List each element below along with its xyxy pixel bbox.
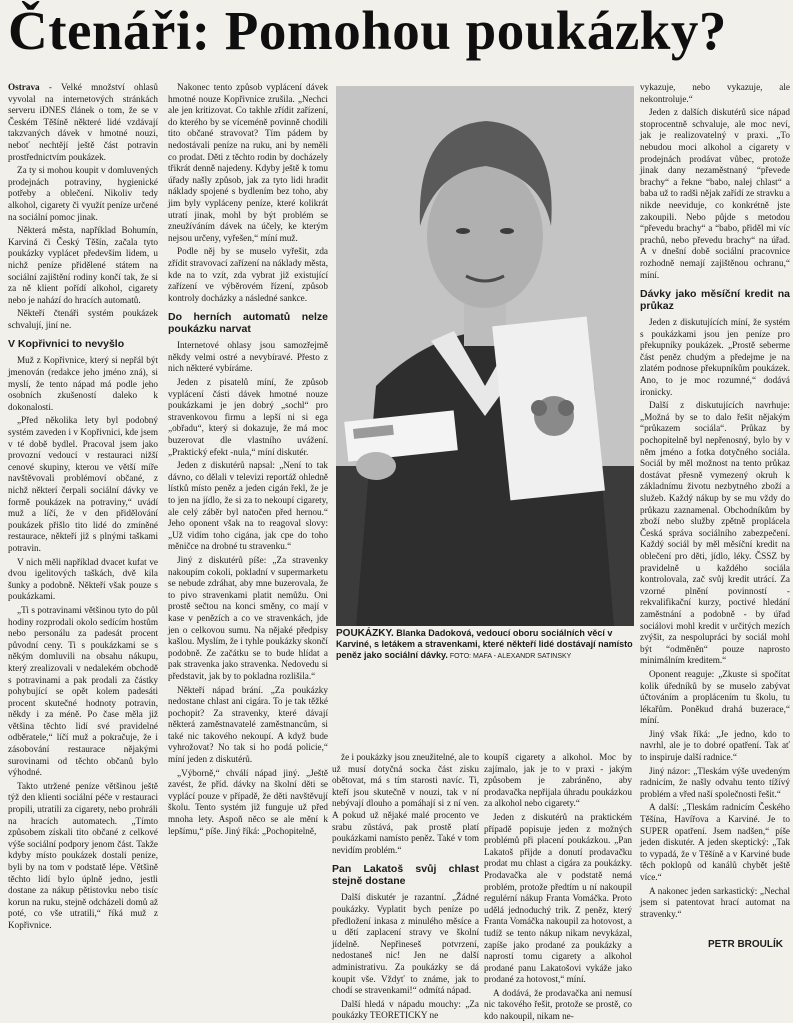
author-byline: PETR BROULÍK — [708, 939, 783, 950]
paragraph: Někteří nápad brání. „Za poukázky nedostane chlast ani cigára. To je tak těžké pochopit? Za stravenky, které dávají některá zaměstnavatelé zaměstnancům, si také nic takového nekoupí. A když bude vyhrožovat? No tak si ho podá policie,“ míní jeden z diskutérů. — [168, 684, 328, 765]
photo-credit: FOTO: MAFA - ALEXANDR SATINSKY — [447, 653, 572, 660]
paragraph: A dodává, že prodavačka ani nemusí nic takového řešit, protože se prostě, co kdo nakoupil, nikam ne- — [484, 987, 632, 1022]
subheading: Pan Lakatoš svůj chlast stejně dostane — [332, 863, 479, 888]
dateline: Ostrava — [8, 82, 40, 92]
column-5 — [640, 82, 790, 954]
paragraph: Internetové ohlasy jsou samozřejmě někdy velmi ostré a nevybíravé. Přesto z nich některé vybíráme. — [168, 340, 328, 374]
caption-lead: POUKÁZKY. — [336, 628, 394, 639]
paragraph: vykazuje, nebo vykazuje, ale nekontroluje.“ — [640, 82, 790, 104]
article-photo — [336, 86, 634, 626]
paragraph: Nakonec tento způsob vyplácení dávek hmotné nouze Kopřivnice zrušila. „Nechci ale jen kritizovat. Co takhle zřídit zařízení, do kterého by se víceméně povinně chodili tito občané stravovat? Tím pádem by nedostávali peníze na ruku, ani by neměli co prodat. Děti z těchto rodin by docházely třikrát denně najedeny. Kdyby ještě k tomu úřady našly způsob, jak za tyto lidi hradit náklady spojené s bydlením bez toho, aby jim byly vypláceny peníze, které kolikrát utratí jinak, mohl by být problém se zneužíváním dávek na účely, ke kterým nejsou určeny, vyřešen,“ míní muž. — [168, 82, 328, 243]
headline: Čtenáři: Pomohou poukázky? — [8, 0, 727, 61]
paragraph: Muž z Kopřivnice, který si nepřál být jmenován (redakce jeho jméno zná), si myslí, že tento nápad má podle jeho osobních zkušeností daleko k dokonalosti. — [8, 355, 158, 412]
paragraph: Jeden z diskutérů napsal: „Není to tak dávno, co dělali v televizi reportáž ohledně lístků místo peněz a jeden cigán řekl, že je to jen na jídlo, že si za to nekoupí cigarety, ale celý záběr byl natočen před hernou.“ Jeho oponent však na to reagoval slovy: „Už vidím toho cigána, jak cpe do toho měničce na drobné tu stravenku.“ — [168, 460, 328, 552]
photo-illustration — [336, 86, 634, 626]
paragraph: Některá města, například Bohumín, Karviná či Český Těšín, začala tyto poukázky vyplácet především lidem, u nichž peníze přidělené státem na sociální zajištění rodiny končí tak, že si za ně klient pořídí alkohol, cigarety nebo je nahází do hracích automatů. — [8, 225, 158, 305]
paragraph: Další z diskutujících navrhuje: „Možná by se to dalo řešit nějakým “průkazem sociála“. Průkaz by pochopitelně byl nepřenosný, bylo by v něm jméno a fotka dotyčného sociála. Sociál by měl možnost na tento průkaz dostávat přesně vymezený okruh k základnímu životu nezbytného zboží a služeb. Každý nákup by se mu vždy do průkazu zaznamenal. Obchodníkům by zboží nebo služby zpětně proplácela Česká správa sociálního zabezpečení. Každý sociál by měl měsíční kredit na oblečení pro děti, jídlo, léky. ČSSZ by pravidelně u každého sociála kontrolovala, zač svůj kredit utrácí. Za vzorné plnění povinností - rekvalifikační kurzy, poctivé hledání zaměstnání a podobně - by úřad sociálovi mohl kredit v určitých mezích zvýšit, za nespolupráci by sociál mohl být “odměněn“ pouze naprosto minimálním kreditem.“ — [640, 400, 790, 666]
paragraph: A nakonec jeden sarkastický: „Nechal jsem si patentovat hrací automat na stravenky.“ — [640, 885, 790, 919]
paragraph: „Před několika lety byl podobný systém zaveden i v Kopřivnici, kde jsem v té době bydlel. Pracoval jsem jako provozní vedoucí v restauraci nižší cenové skupiny, kterou ve větší míře navštěvovali problémoví občané, z nichž některí čerpali sociální dávky ve formě poukázek na potraviny,“ uvádí muž a líčí, že v den přidělování poukázek přišlo tito lidé do zmíněné restaurace, někteří již s plnými taškami potravin. — [8, 415, 158, 553]
paragraph: Za ty si mohou koupit v domluvených prodejnách potraviny, hygienické potřeby a oblečení. Nikoliv tedy alkohol, cigarety či využít peníze určené na sociální pomoc jinak. — [8, 165, 158, 222]
paragraph: Další diskutér je razantní. „Žádné poukázky. Vyplatit bych peníze po předložení inkasa z minulého měsíce a u dětí zaplacení stravy ve školní jídelně. Nepřineseš potvrzení, nedostaneš nic! Jen ne další administrativu. Za poukázky se dá koupit vše. Vždyť to známe, jak to chodí se stravenkami!“ odmítá nápad. — [332, 892, 479, 996]
column-3 — [332, 752, 479, 1021]
paragraph: Jeden z pisatelů míní, že způsob vyplácení části dávek hmotné nouze poukázkami je jen dobrý „sochl“ pro stravenkovou firmu a lepší ni si ega „obřadu“, který si dokazuje, že má moc buzerovat dle vlastního uvážení. „Praktický efekt -nula,“ míní diskutér. — [168, 377, 328, 457]
subheading: Do herních automatů nelze poukázku narvat — [168, 311, 328, 336]
paragraph: „Výborně,“ chválí nápad jiný. „Ještě zavést, že příd. dávky na školní děti se vyplácí pouze v případě, že děti navštěvují školu. Tento systém již funguje už před mnoha lety. Aspoň něco se ale mění k lepšímu,“ píše. Jiný říká: „Pochopitelně, — [168, 767, 328, 836]
caption-text: Blanka Dadoková, vedoucí oboru sociálních věcí v Karviné, s letákem a stravenkami, které někteří lidé dostávají namísto peněz jako sociální dávky. — [336, 628, 633, 660]
paragraph: že i poukázky jsou zneužitelné, ale to už musí dotyčná socka část zisku obětovat, má s tím starosti navíc. Ti, kteří jsou skutečně v nouzi, tak v ní nebývají dlouho a pomáhají si z ní ven. A pokud už nějaké malé procento ve srabu zůstává, pak prostě platí poukázkami namísto peněz. Také v tom nevidím problém.“ — [332, 752, 479, 855]
paragraph: V nich měli například dvacet kufat ve dvou igelitových taškách, dvě kila šunky a podobně. Někteří však pouze s poukázkami. — [8, 556, 158, 602]
paragraph: Jiný však říká: „Je jedno, kdo to navrhl, ale je to dobré opatření. Tak ať to inspiruje další radnice.“ — [640, 728, 790, 763]
paragraph: Ostrava - Velké množství ohlasů vyvolal na internetových stránkách serveru iDNES článek o tom, že se v Českém Těšíně některé lidé vzdávají takzvaných dávek v hmotné nouzi, neboť nechtějí ještě část potravin prostřednictvím poukázek. — [8, 82, 158, 162]
paragraph: Jiný názor: „Tleskám výše uvedeným radnicím, že našly odvahu tento tížívý problém a vřed naší společnosti řešit.“ — [640, 765, 790, 799]
photo-caption — [336, 628, 634, 662]
paragraph: A další: „Tleskám radnicím Českého Těšína, Havířova a Karviné. Je to SUPER opatření. Jsem nadšen,“ píše jeden diskutér. A jeden skeptický: „Tak to vypadá, že v Těšíně a v Karviné bude těch poklopů od kanálů chybět ještě více.“ — [640, 802, 790, 882]
paragraph: Další hledá v nápadu mouchy: „Za poukázky TEORETICKY ne — [332, 998, 479, 1021]
paragraph: Jeden z dalších diskutérů sice nápad stoprocentně schvaluje, ale moc neví, jak je realizovatelný v praxi. „To nebudou moci alkohol a cigarety v prodejnách prodávat vůbec, protože jinak dany nezaměstnaný “převede brachy“ a řekne “babo, nalej chlast“ a baba už to radši nějak zařídí ze stravku a nikde neeviduje, co konkrétně jste zakoupili. Nebo půjde s metodou “převedu brachy“ a “babo, přiděl mi víc prachů, nebo převedu brachy“ na úřad. A v dnešní době sociální pracovnice rozhodně nemají zajištěnou ochranu,“ míní. — [640, 107, 790, 280]
subheading: Dávky jako měsíční kredit na průkaz — [640, 288, 790, 313]
paragraph: Podle něj by se muselo vyřešit, zda zřídit stravovací zařízení na náklady města, kde na to vzít, zda vybrat již existující zařízení ve výběrovém řízení, způsob kontroly docházky a následné sankce. — [168, 246, 328, 303]
paragraph: Takto utržené peníze většinou ještě týž den klienti sociální péče v restauraci propili, utratili za cigarety, nebo prohráli na hracích automatech. „Tímto způsobem získali tito občané z celkové výše sociální podpory jenom část. Takže kdyby místo poukázek dostali peníze, byli by na tom v podstatě lépe. Většině těchto lidí bylo úplně jedno, jestli dostane za nákup pětistovku nebo tisíc korun na ruku, stejně odcházeli domů až poté, co vše utratili,“ říká muž z Kopřivnice. — [8, 780, 158, 930]
column-1 — [8, 82, 158, 954]
paragraph: Někteří čtenáři systém poukázek schvalují, jiní ne. — [8, 308, 158, 330]
paragraph: Jiný z diskutérů píše: „Za stravenky nakoupím cokoli, pokladní v supermarketu se nebude zdráhat, aby mne buzerovala, že to pivo stravenkami platit nemůžu. Oni prostě sečtou na konci směny, co mají v kase v penězích a co ve stravenkách, jde jen o celkovou sumu. Na nějaké předpisy kašlou. Myslím, že i tyhle poukázky skončí podobně. Ze začátku se to bude hlídat a pak stravenka jako stravenka. Nedovedu si představit, jak by to pokladna rozlišila.“ — [168, 554, 328, 681]
paragraph: koupíš cigarety a alkohol. Moc by zajímalo, jak je to v praxi - jakým způsobem je zabráněno, aby prodavačka nepřijala úhradu poukázkou za alkohol nebo cigarety.“ — [484, 752, 632, 809]
paragraph: Jeden z diskutujících míní, že systém s poukázkami jsou jen peníze pro překupníky poukázek. „Prostě seberme část peněz chudým a předejme je na zlatém podnose překupníkům poukázek. Ano, to je moc rozumné,“ dodává ironicky. — [640, 317, 790, 397]
paragraph: „Ti s potravinami většinou tyto do půl hodiny rozprodali okolo sedícím hostům nebo personálu za padesát procent původní ceny. Ti s poukázkami se s někým domluvili na obsahu nákupu, který zrealizovali v nedalekém obchodě s potravinami a pak prodali za částky pohybující se opět kolem padesáti procent skutečné hodnoty potravin, někdy i za méně. Po čase měla již většina těchto lidí své pravidelné odběratele,“ líčí muž a pokračuje, že i zásobování restaurace nějakými surovinami od těchto občanů bylo výhodné. — [8, 604, 158, 778]
column-2 — [168, 82, 328, 954]
column-4 — [484, 752, 632, 1022]
paragraph: Oponent reaguje: „Zkuste si spočítat kolik úředníků by se muselo zabývat účtováním a proplácením tu školu, tu lékařům. Poněkud drahá buzerace,“ míní. — [640, 668, 790, 726]
subheading: V Kopřivnici to nevyšlo — [8, 338, 125, 351]
paragraph: Jeden z diskutérů na praktickém případě popisuje jeden z možných problémů při placení poukázkou. „Pan Lakatoš přijde a donutí prodavačku prodat mu chlast a cigára za poukázky. Prodavačka ale v podstatě nemá problém, protože předtím u ní nakoupil regulérní nákup Franta Vomáčka. Proto udělá jednoduchý trik. Z peněz, který Franta Vomáčka nakoupil za hotovost, a tudíž se tento nákup nikam nevykázal, zapíše jako prodané za poukázky a naprostí tomu cigarety a alkohol prodané panu Lakatošovi vykáže jako prodané za hotovost,“ míní. — [484, 811, 632, 985]
